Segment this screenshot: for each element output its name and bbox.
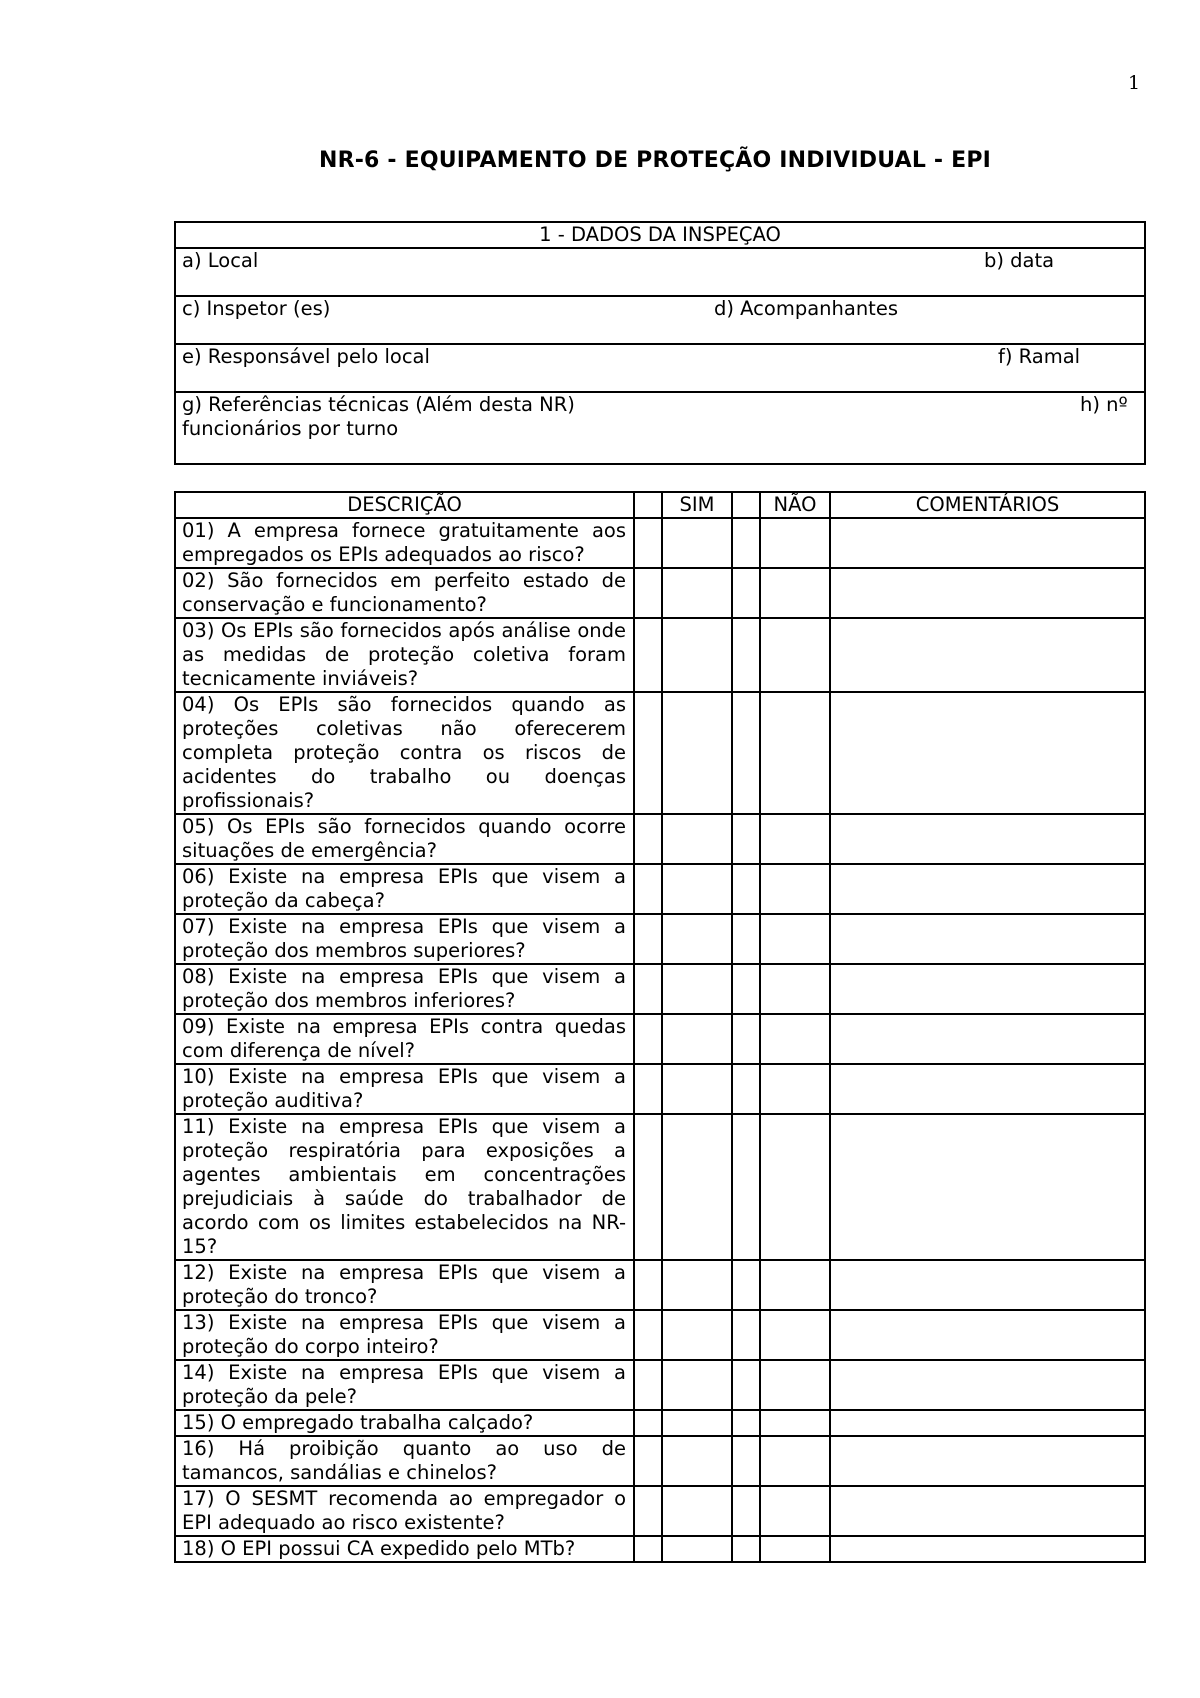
nao-cell[interactable] xyxy=(760,1064,830,1114)
nao-cell[interactable] xyxy=(760,1114,830,1260)
nao-cell[interactable] xyxy=(760,814,830,864)
comment-cell[interactable] xyxy=(830,518,1145,568)
inspector-label: c) Inspetor (es) xyxy=(182,297,331,320)
question-text: 08) Existe na empresa EPIs que visem a proteção dos membros inferiores? xyxy=(175,964,634,1014)
header-nao: NÃO xyxy=(760,492,830,518)
nao-cell[interactable] xyxy=(760,618,830,692)
spacer-cell xyxy=(634,1310,662,1360)
sim-cell[interactable] xyxy=(662,1310,732,1360)
spacer-cell xyxy=(634,1360,662,1410)
spacer-cell xyxy=(732,1310,760,1360)
responsible-row[interactable] xyxy=(175,344,1145,392)
spacer-cell xyxy=(732,914,760,964)
question-text: 02) São fornecidos em perfeito estado de conservação e funcionamento? xyxy=(175,568,634,618)
employees-per-shift-label: funcionários por turno xyxy=(182,417,399,440)
sim-cell[interactable] xyxy=(662,618,732,692)
inspector-row[interactable] xyxy=(175,296,1145,344)
comment-cell[interactable] xyxy=(830,864,1145,914)
spacer-cell xyxy=(732,1436,760,1486)
checklist-row xyxy=(175,1310,1145,1360)
question-text: 01) A empresa fornece gratuitamente aos empregados os EPIs adequados ao risco? xyxy=(175,518,634,568)
spacer-cell xyxy=(732,1064,760,1114)
question-text: 09) Existe na empresa EPIs contra quedas com diferença de nível? xyxy=(175,1014,634,1064)
question-text: 15) O empregado trabalha calçado? xyxy=(175,1410,634,1436)
spacer-cell xyxy=(634,568,662,618)
spacer-cell xyxy=(634,1114,662,1260)
checklist-row xyxy=(175,618,1145,692)
sim-cell[interactable] xyxy=(662,1360,732,1410)
sim-cell[interactable] xyxy=(662,518,732,568)
spacer-cell xyxy=(634,814,662,864)
nao-cell[interactable] xyxy=(760,518,830,568)
spacer-cell xyxy=(634,692,662,814)
question-text: 13) Existe na empresa EPIs que visem a proteção do corpo inteiro? xyxy=(175,1310,634,1360)
comment-cell[interactable] xyxy=(830,964,1145,1014)
spacer-cell xyxy=(732,518,760,568)
nao-cell[interactable] xyxy=(760,1436,830,1486)
comment-cell[interactable] xyxy=(830,1014,1145,1064)
sim-cell[interactable] xyxy=(662,568,732,618)
nao-cell[interactable] xyxy=(760,1260,830,1310)
nao-cell[interactable] xyxy=(760,1536,830,1562)
sim-cell[interactable] xyxy=(662,864,732,914)
sim-cell[interactable] xyxy=(662,1486,732,1536)
spacer-cell xyxy=(634,1536,662,1562)
comment-cell[interactable] xyxy=(830,618,1145,692)
nao-cell[interactable] xyxy=(760,1360,830,1410)
nao-cell[interactable] xyxy=(760,1014,830,1064)
responsible-label: e) Responsável pelo local xyxy=(182,345,430,368)
spacer-cell xyxy=(732,864,760,914)
question-text: 03) Os EPIs são fornecidos após análise onde as medidas de proteção coletiva foram tecnicamente inviáveis? xyxy=(175,618,634,692)
spacer-cell xyxy=(634,618,662,692)
spacer-cell xyxy=(634,1486,662,1536)
checklist-row xyxy=(175,1014,1145,1064)
inspection-header: 1 - DADOS DA INSPEÇAO xyxy=(175,222,1145,248)
spacer-cell xyxy=(634,518,662,568)
comment-cell[interactable] xyxy=(830,1486,1145,1536)
nao-cell[interactable] xyxy=(760,1410,830,1436)
question-text: 07) Existe na empresa EPIs que visem a proteção dos membros superiores? xyxy=(175,914,634,964)
document-title: NR-6 - EQUIPAMENTO DE PROTEÇÃO INDIVIDUAL - EPI xyxy=(318,148,992,173)
header-descricao: DESCRIÇÃO xyxy=(175,492,634,518)
header-sim: SIM xyxy=(662,492,732,518)
spacer-cell xyxy=(732,1360,760,1410)
spacer-cell xyxy=(732,1410,760,1436)
page-number: 1 xyxy=(1128,72,1141,94)
spacer-cell xyxy=(732,1536,760,1562)
spacer-cell xyxy=(634,1436,662,1486)
comment-cell[interactable] xyxy=(830,814,1145,864)
spacer-cell xyxy=(732,814,760,864)
checklist-row xyxy=(175,1436,1145,1486)
sim-cell[interactable] xyxy=(662,1410,732,1436)
sim-cell[interactable] xyxy=(662,1536,732,1562)
comment-cell[interactable] xyxy=(830,1436,1145,1486)
sim-cell[interactable] xyxy=(662,1114,732,1260)
question-text: 05) Os EPIs são fornecidos quando ocorre situações de emergência? xyxy=(175,814,634,864)
checklist-row xyxy=(175,1360,1145,1410)
checklist-row xyxy=(175,1410,1145,1436)
checklist-row xyxy=(175,568,1145,618)
question-text: 06) Existe na empresa EPIs que visem a proteção da cabeça? xyxy=(175,864,634,914)
nao-cell[interactable] xyxy=(760,568,830,618)
sim-cell[interactable] xyxy=(662,1260,732,1310)
spacer-cell xyxy=(634,964,662,1014)
checklist-row xyxy=(175,964,1145,1014)
question-text: 14) Existe na empresa EPIs que visem a proteção da pele? xyxy=(175,1360,634,1410)
comment-cell[interactable] xyxy=(830,1310,1145,1360)
checklist-table xyxy=(174,491,1146,1563)
checklist-row xyxy=(175,914,1145,964)
question-text: 10) Existe na empresa EPIs que visem a proteção auditiva? xyxy=(175,1064,634,1114)
spacer-cell xyxy=(732,1114,760,1260)
spacer-cell xyxy=(634,1064,662,1114)
checklist-row xyxy=(175,814,1145,864)
sim-cell[interactable] xyxy=(662,1064,732,1114)
sim-cell[interactable] xyxy=(662,914,732,964)
spacer-cell xyxy=(634,864,662,914)
spacer-cell xyxy=(732,568,760,618)
comment-cell[interactable] xyxy=(830,1260,1145,1310)
ramal-label: f) Ramal xyxy=(998,345,1081,368)
local-label: a) Local xyxy=(182,249,259,272)
checklist-row xyxy=(175,864,1145,914)
spacer-cell xyxy=(732,1260,760,1310)
references-label: g) Referências técnicas (Além desta NR) xyxy=(182,393,575,416)
header-comentarios: COMENTÁRIOS xyxy=(830,492,1145,518)
nao-cell[interactable] xyxy=(760,1310,830,1360)
comment-cell[interactable] xyxy=(830,568,1145,618)
checklist-row xyxy=(175,1260,1145,1310)
nao-cell[interactable] xyxy=(760,692,830,814)
question-text: 11) Existe na empresa EPIs que visem a proteção respiratória para exposições a agentes ambientais em concentrações prejudiciais à saúde do trabalhador de acordo com os limites estabelecidos na NR-15? xyxy=(175,1114,634,1260)
nao-cell[interactable] xyxy=(760,964,830,1014)
sim-cell[interactable] xyxy=(662,692,732,814)
comment-cell[interactable] xyxy=(830,692,1145,814)
sim-cell[interactable] xyxy=(662,1014,732,1064)
comment-cell[interactable] xyxy=(830,1536,1145,1562)
header-spacer xyxy=(634,492,662,518)
spacer-cell xyxy=(732,1014,760,1064)
question-text: 16) Há proibição quanto ao uso de tamancos, sandálias e chinelos? xyxy=(175,1436,634,1486)
comment-cell[interactable] xyxy=(830,914,1145,964)
local-row[interactable] xyxy=(175,248,1145,296)
question-text: 17) O SESMT recomenda ao empregador o EPI adequado ao risco existente? xyxy=(175,1486,634,1536)
checklist-row xyxy=(175,1486,1145,1536)
spacer-cell xyxy=(634,1260,662,1310)
comment-cell[interactable] xyxy=(830,1410,1145,1436)
checklist-row xyxy=(175,1536,1145,1562)
spacer-cell xyxy=(634,1014,662,1064)
companions-label: d) Acompanhantes xyxy=(714,297,898,320)
spacer-cell xyxy=(732,1486,760,1536)
spacer-cell xyxy=(732,964,760,1014)
inspection-data-table xyxy=(174,221,1146,465)
comment-cell[interactable] xyxy=(830,1360,1145,1410)
spacer-cell xyxy=(634,1410,662,1436)
checklist-row xyxy=(175,518,1145,568)
checklist-row xyxy=(175,692,1145,814)
nao-cell[interactable] xyxy=(760,864,830,914)
nao-cell[interactable] xyxy=(760,1486,830,1536)
checklist-body xyxy=(175,518,1145,1562)
sim-cell[interactable] xyxy=(662,964,732,1014)
references-row[interactable] xyxy=(175,392,1145,464)
employees-label: h) nº xyxy=(1080,393,1128,416)
question-text: 12) Existe na empresa EPIs que visem a proteção do tronco? xyxy=(175,1260,634,1310)
question-text: 04) Os EPIs são fornecidos quando as proteções coletivas não oferecerem completa proteção contra os riscos de acidentes do trabalho ou doenças profissionais? xyxy=(175,692,634,814)
spacer-cell xyxy=(732,618,760,692)
comment-cell[interactable] xyxy=(830,1114,1145,1260)
spacer-cell xyxy=(634,914,662,964)
header-spacer xyxy=(732,492,760,518)
nao-cell[interactable] xyxy=(760,914,830,964)
checklist-row xyxy=(175,1114,1145,1260)
checklist-row xyxy=(175,1064,1145,1114)
comment-cell[interactable] xyxy=(830,1064,1145,1114)
spacer-cell xyxy=(732,692,760,814)
data-label: b) data xyxy=(984,249,1055,272)
sim-cell[interactable] xyxy=(662,1436,732,1486)
sim-cell[interactable] xyxy=(662,814,732,864)
question-text: 18) O EPI possui CA expedido pelo MTb? xyxy=(175,1536,634,1562)
